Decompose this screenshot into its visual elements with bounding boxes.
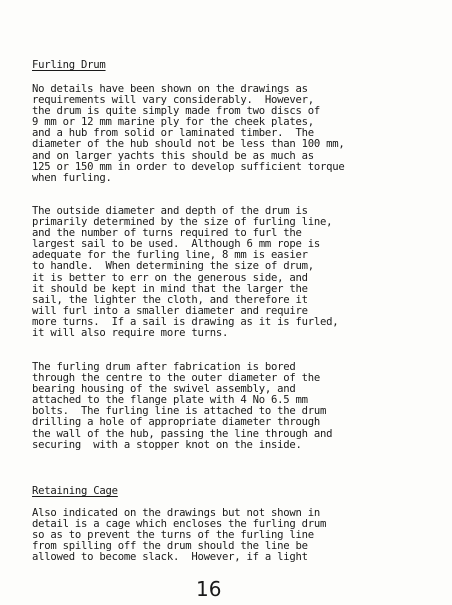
text-line: the wall of the hub, passing the line through and — [32, 427, 333, 440]
text-line: 9 mm or 12 mm marine ply for the cheek plates, — [32, 116, 314, 129]
text-line: more turns. If a sail is drawing as it is furled, — [32, 315, 339, 328]
text-line: will furl into a smaller diameter and require — [32, 304, 308, 317]
section-heading-retaining-cage: Retaining Cage — [32, 485, 118, 497]
paragraph-fabrication — [32, 362, 442, 451]
text-line: The outside diameter and depth of the drum is — [32, 205, 308, 217]
text-line: diameter of the hub should not be less than 100 mm, — [32, 138, 345, 151]
page-number: 16 — [196, 577, 222, 601]
text-line: attached to the flange plate with 4 No 6.5 mm — [32, 394, 308, 407]
text-line: when furling. — [32, 171, 112, 184]
text-line: bolts. The furling line is attached to the drum — [32, 405, 327, 418]
text-line: from spilling off the drum should the line be — [32, 540, 308, 553]
text-line: through the centre to the outer diameter of the — [32, 372, 321, 385]
text-line: to handle. When determining the size of drum, — [32, 260, 314, 273]
text-line: requirements will vary considerably. However, — [32, 94, 314, 107]
text-line: primarily determined by the size of furling line, — [32, 216, 333, 229]
text-line: it should be kept in mind that the larger the — [32, 282, 308, 295]
paragraph-retaining-cage — [32, 508, 442, 563]
text-line: 125 or 150 mm in order to develop sufficient torque — [32, 160, 345, 173]
text-line: securing with a stopper knot on the inside. — [32, 438, 302, 451]
paragraph-drum-dimensions — [32, 206, 442, 339]
text-line: The furling drum after fabrication is bored — [32, 361, 296, 373]
text-line: bearing housing of the swivel assembly, and — [32, 383, 296, 396]
text-line: drilling a hole of appropriate diameter through — [32, 416, 321, 429]
text-line: detail is a cage which encloses the furling drum — [32, 518, 327, 531]
text-line: it will also require more turns. — [32, 327, 229, 340]
text-line: No details have been shown on the drawings as — [32, 83, 308, 95]
text-line: it is better to err on the generous side, and — [32, 271, 308, 284]
text-line: largest sail to be used. Although 6 mm rope is — [32, 238, 321, 251]
text-line: allowed to become slack. However, if a light — [32, 551, 308, 564]
text-line: adequate for the furling line, 8 mm is easier — [32, 249, 308, 262]
paragraph-hub-details — [32, 84, 442, 184]
text-line: so as to prevent the turns of the furling line — [32, 529, 314, 542]
text-line: the drum is quite simply made from two discs of — [32, 105, 321, 118]
section-heading-furling-drum: Furling Drum — [32, 59, 106, 71]
text-line: and the number of turns required to furl the — [32, 227, 302, 240]
text-line: and on larger yachts this should be as much as — [32, 149, 314, 162]
text-line: Also indicated on the drawings but not shown in — [32, 507, 321, 519]
text-line: and a hub from solid or laminated timber. The — [32, 127, 314, 140]
text-line: sail, the lighter the cloth, and therefore it — [32, 293, 308, 306]
